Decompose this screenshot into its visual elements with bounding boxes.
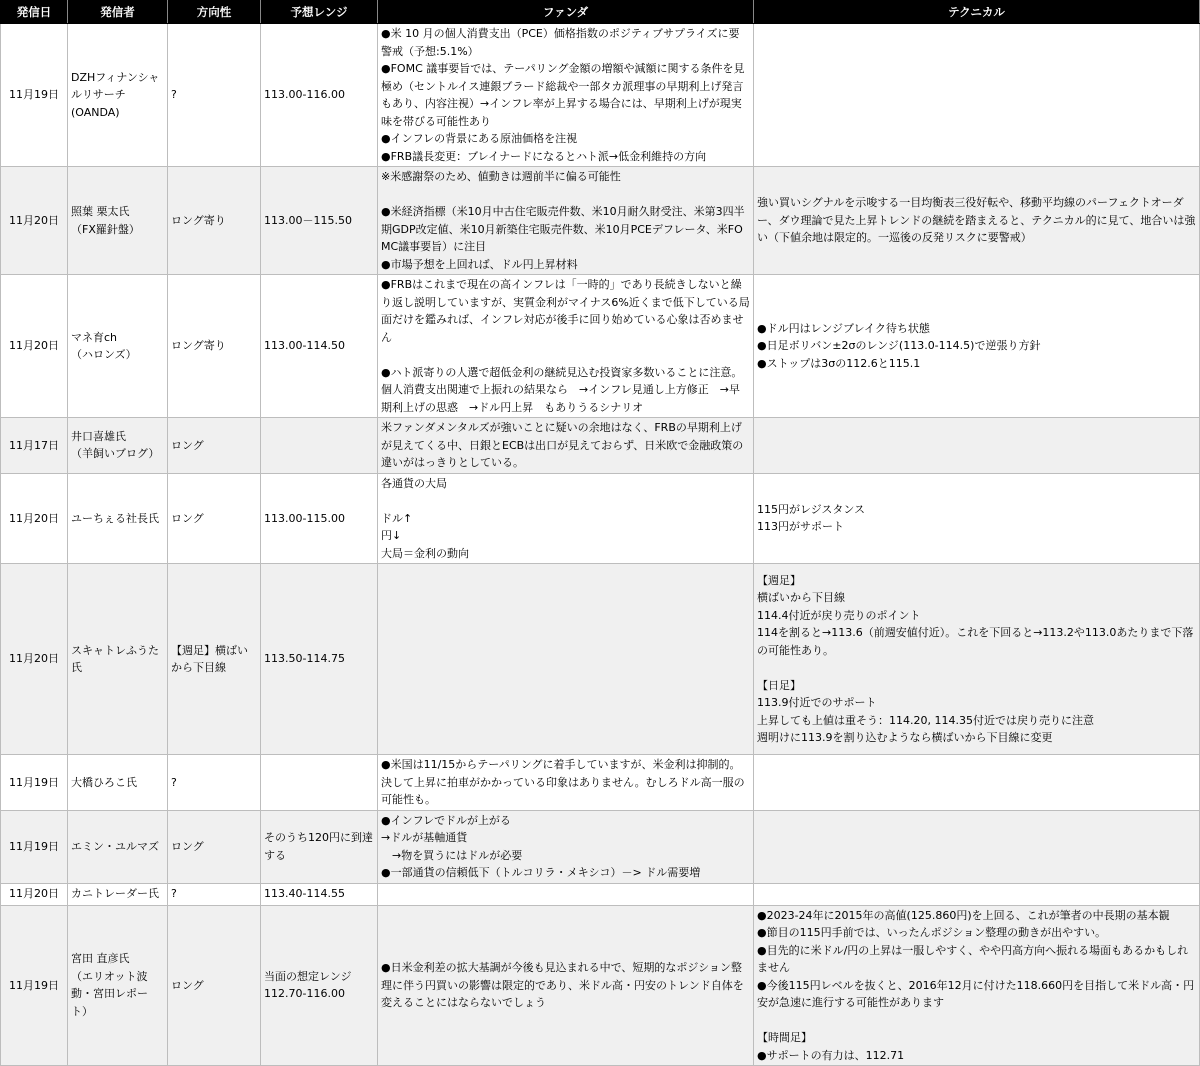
- cell-fundamental: ●FRBはこれまで現在の高インフレは「一時的」であり長続きしないと繰り返し説明していますが、実質金利がマイナス6%近くまで低下している局面だけを鑑みれば、インフレ対応が後手に回り始めている心象は否めません ●ハト派寄りの人選で超低金利の継続見込む投資家多数いることに注意。個人消費支出関連で上振れの結果なら →インフレ見通し上方修正 →早期利上げの思惑 →ドル円上昇 もありうるシナリオ: [378, 275, 754, 418]
- cell-range: 113.00-114.50: [261, 275, 378, 418]
- cell-author: 井口喜雄氏 （羊飼いブログ）: [68, 418, 168, 474]
- cell-author: 宮田 直彦氏 （エリオット波動・宮田レポート）: [68, 905, 168, 1066]
- header-row: [1, 1, 1200, 24]
- cell-author: スキャトレふうた氏: [68, 564, 168, 755]
- cell-fundamental: ●米国は11/15からテーパリングに着手していますが、米金利は抑制的。決して上昇に拍車がかかっている印象はありません。むしろドル高一服の可能性も。: [378, 755, 754, 811]
- table-row: [1, 418, 1200, 474]
- cell-direction: ?: [168, 755, 261, 811]
- cell-range: 113.00-115.00: [261, 473, 378, 564]
- cell-technical: [754, 883, 1200, 905]
- cell-technical: [754, 418, 1200, 474]
- table-row: [1, 167, 1200, 275]
- header-fundamental: ファンダ: [378, 1, 754, 24]
- cell-direction: 【週足】横ばいから下目線: [168, 564, 261, 755]
- table-row: [1, 905, 1200, 1066]
- cell-direction: ロング寄り: [168, 275, 261, 418]
- table-row: [1, 275, 1200, 418]
- cell-range: 113.00-116.00: [261, 24, 378, 167]
- cell-date: 11月20日: [1, 167, 68, 275]
- cell-technical: 115円がレジスタンス 113円がサポート: [754, 473, 1200, 564]
- cell-technical: ●2023-24年に2015年の高値(125.860円)を上回る、これが筆者の中長期の基本観 ●節目の115円手前では、いったんポジション整理の動きが出やすい。 ●目先的に米ドル/円の上昇は一服しやすく、やや円高方向へ振れる場面もあるかもしれません ●今後115円レベルを抜くと、2016年12月に付けた118.660円を目指して米ドル高・円安が急速に進行する可能性があります 【時間足】 ●サポートの有力は、112.71: [754, 905, 1200, 1066]
- table-row: [1, 473, 1200, 564]
- cell-technical: [754, 24, 1200, 167]
- cell-technical: [754, 810, 1200, 883]
- cell-direction: ロング: [168, 905, 261, 1066]
- cell-date: 11月19日: [1, 905, 68, 1066]
- cell-range: 113.00－115.50: [261, 167, 378, 275]
- cell-date: 11月20日: [1, 564, 68, 755]
- cell-fundamental: [378, 564, 754, 755]
- cell-fundamental: [378, 883, 754, 905]
- cell-date: 11月19日: [1, 755, 68, 811]
- cell-fundamental: ●米 10 月の個人消費支出（PCE）価格指数のポジティブサプライズに要警戒（予想:5.1%） ●FOMC 議事要旨では、テーパリング金額の増額や減額に関する条件を見極め（セントルイス連銀ブラード総裁や一部タカ派理事の早期利上げ発言もあり、内容注視）→インフレ率が上昇する場合には、早期利上げが現実味を帯びる可能性あり ●インフレの背景にある原油価格を注視 ●FRB議長変更：ブレイナードになるとハト派→低金利維持の方向: [378, 24, 754, 167]
- header-date: 発信日: [1, 1, 68, 24]
- table-row: [1, 564, 1200, 755]
- cell-author: マネ育ch （ハロンズ）: [68, 275, 168, 418]
- cell-author: 大橋ひろこ氏: [68, 755, 168, 811]
- table-row: [1, 810, 1200, 883]
- header-direction: 方向性: [168, 1, 261, 24]
- cell-range: 当面の想定レンジ 112.70-116.00: [261, 905, 378, 1066]
- cell-author: DZHフィナンシャルリサーチ (OANDA): [68, 24, 168, 167]
- cell-fundamental: ※米感謝祭のため、値動きは週前半に偏る可能性 ●米経済指標（米10月中古住宅販売件数、米10月耐久財受注、米第3四半期GDP改定値、米10月新築住宅販売件数、米10月PCEデフレータ、米FOMC議事要旨）に注目 ●市場予想を上回れば、ドル円上昇材料: [378, 167, 754, 275]
- header-technical: テクニカル: [754, 1, 1200, 24]
- cell-author: エミン・ユルマズ: [68, 810, 168, 883]
- cell-date: 11月20日: [1, 473, 68, 564]
- cell-direction: ?: [168, 883, 261, 905]
- cell-range: そのうち120円に到達する: [261, 810, 378, 883]
- cell-date: 11月17日: [1, 418, 68, 474]
- cell-direction: ロング寄り: [168, 167, 261, 275]
- cell-technical: ●ドル円はレンジブレイク待ち状態 ●日足ボリバン±2σのレンジ(113.0-114.5)で逆張り方針 ●ストップは3σの112.6と115.1: [754, 275, 1200, 418]
- cell-direction: ロング: [168, 418, 261, 474]
- cell-technical: 【週足】 横ばいから下目線 114.4付近が戻り売りのポイント 114を割ると→113.6（前週安値付近）。これを下回ると→113.2や113.0あたりまで下落の可能性あり。 【日足】 113.9付近でのサポート 上昇しても上値は重そう：114.20, 114.35付近では戻り売りに注意 週明けに113.9を割り込むようなら横ばいから下目線に変更: [754, 564, 1200, 755]
- cell-range: 113.40-114.55: [261, 883, 378, 905]
- cell-range: [261, 418, 378, 474]
- cell-direction: ?: [168, 24, 261, 167]
- cell-range: 113.50-114.75: [261, 564, 378, 755]
- cell-technical: [754, 755, 1200, 811]
- cell-date: 11月19日: [1, 810, 68, 883]
- cell-fundamental: ●日米金利差の拡大基調が今後も見込まれる中で、短期的なポジション整理に伴う円買いの影響は限定的であり、米ドル高・円安のトレンド自体を変えることにはならないでしょう: [378, 905, 754, 1066]
- cell-technical: 強い買いシグナルを示唆する一目均衡表三役好転や、移動平均線のパーフェクトオーダー、ダウ理論で見た上昇トレンドの継続を踏まえると、テクニカル的に見て、地合いは強い（下値余地は限定的。一巡後の反発リスクに要警戒）: [754, 167, 1200, 275]
- cell-direction: ロング: [168, 810, 261, 883]
- cell-author: カニトレーダー氏: [68, 883, 168, 905]
- cell-fundamental: 米ファンダメンタルズが強いことに疑いの余地はなく、FRBの早期利上げが見えてくる中、日銀とECBは出口が見えておらず、日米欧で金融政策の違いがはっきりとしている。: [378, 418, 754, 474]
- header-author: 発信者: [68, 1, 168, 24]
- table-row: [1, 755, 1200, 811]
- cell-date: 11月19日: [1, 24, 68, 167]
- cell-fundamental: 各通貨の大局 ドル↑ 円↓ 大局＝金利の動向: [378, 473, 754, 564]
- cell-author: ユーちぇる社長氏: [68, 473, 168, 564]
- cell-range: [261, 755, 378, 811]
- table-row: [1, 24, 1200, 167]
- cell-date: 11月20日: [1, 275, 68, 418]
- cell-author: 照葉 栗太氏 （FX羅針盤）: [68, 167, 168, 275]
- table-row: [1, 883, 1200, 905]
- cell-direction: ロング: [168, 473, 261, 564]
- cell-fundamental: ●インフレでドルが上がる →ドルが基軸通貨 →物を買うにはドルが必要 ●一部通貨の信頼低下（トルコリラ・メキシコ）－> ドル需要増: [378, 810, 754, 883]
- header-range: 予想レンジ: [261, 1, 378, 24]
- cell-date: 11月20日: [1, 883, 68, 905]
